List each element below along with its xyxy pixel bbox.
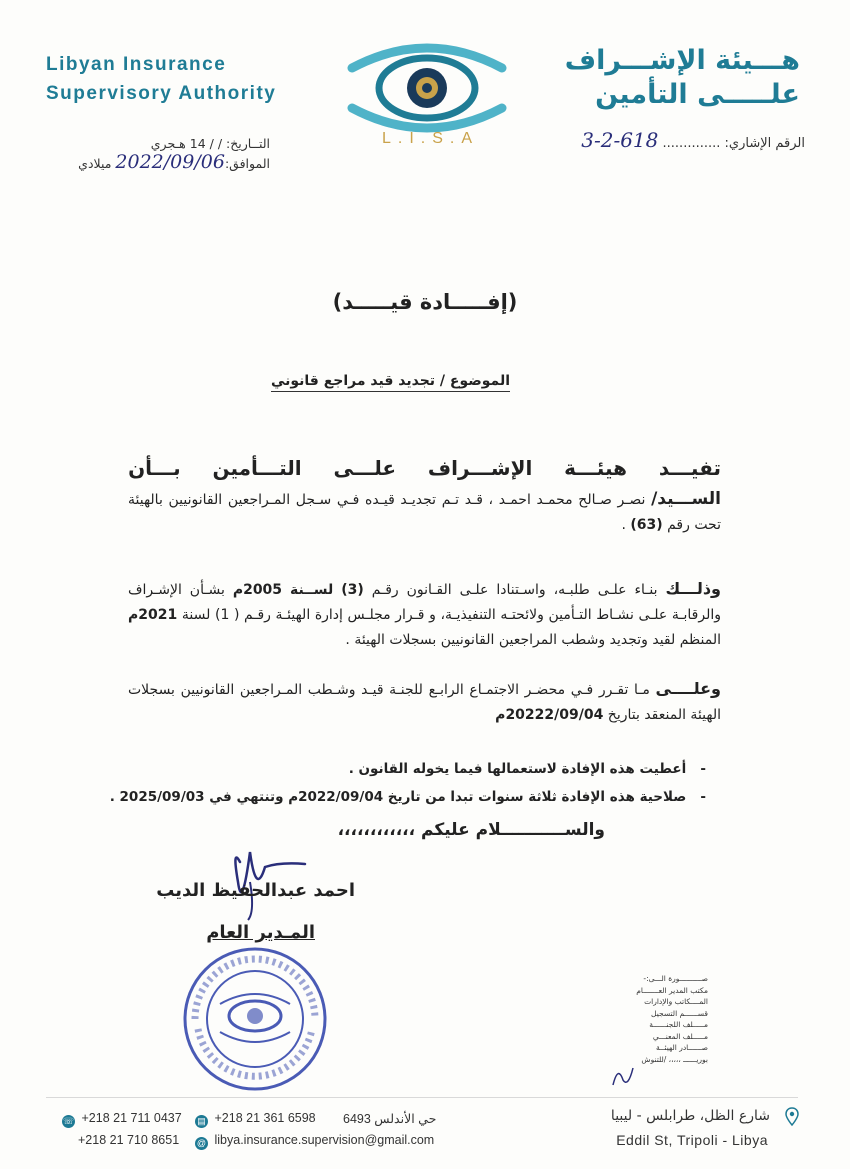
initials-icon bbox=[608, 1060, 638, 1090]
footer-email: @ libya.insurance.supervision@gmail.com bbox=[196, 1133, 435, 1148]
footer-po-box: حي الأندلس 6493 bbox=[343, 1112, 437, 1126]
list-item: قســــــم التسجيل bbox=[651, 1008, 708, 1018]
address-ar: شارع الظل، طرابلس - ليبيا bbox=[610, 1108, 770, 1124]
handwritten-date: 2022/09/06 bbox=[115, 151, 225, 173]
footer-phone-2: +218 21 710 8651 bbox=[78, 1133, 180, 1147]
address-en: Eddil St, Tripoli - Libya bbox=[616, 1132, 768, 1148]
footer-divider bbox=[46, 1097, 798, 1098]
footer-phone-1: ☏ +218 21 711 0437 bbox=[62, 1111, 182, 1126]
list-item: بوريــــــ ،،،،، /للتنوش bbox=[641, 1054, 708, 1064]
list-item: صــــــادر الهيئــة bbox=[656, 1043, 708, 1052]
document-title: (إفـــــادة قيـــــد) bbox=[332, 290, 518, 314]
official-stamp-icon bbox=[180, 944, 330, 1094]
footer-fax: ▤ +218 21 361 6598 bbox=[195, 1111, 316, 1128]
paragraph-2: وذلـــك بنـاء علـى طلبـه، واسـتنادا علـى القـانون رقـم (3) لســنة 2005م بشـأن الإشـراف والرقابـة علـى نشـاط التـأمين ولائحتـه التنفيذيـة، و قـرار مجلـس إدارة الهيئـة رقـم ( 1) لسنة 2021م المنظم لقيد وتجديد وشطب المراجعين القانونيين بسجلات الهيئة . bbox=[128, 579, 722, 648]
paragraph-1-lead: تفيـــد هيئـــة الإشـــراف علـــى التـــأمين بـــأن bbox=[128, 456, 721, 480]
signatory-title: المـدير العام bbox=[206, 922, 315, 943]
list-item: - أعطيت هذه الإفادة لاستعمالها فيما يخوله القانون . bbox=[348, 761, 706, 777]
signatory-name: احمد عبدالحفيظ الديب bbox=[156, 880, 355, 901]
list-item: مـــــلف اللجنــــــة bbox=[649, 1020, 708, 1029]
list-item: مـــــلف المعنـــي bbox=[652, 1031, 708, 1041]
list-item: صــــــــــورة الـــى:- bbox=[643, 974, 708, 983]
closing-greeting: والســـــــــــلام عليكم ،،،،،،،،،،،، bbox=[337, 820, 605, 840]
org-name-en: Libyan Insurance Supervisory Authority bbox=[46, 54, 277, 104]
fax-icon: ▤ bbox=[195, 1115, 208, 1128]
subject-line: الموضوع / تجديد قيد مراجع قانوني bbox=[271, 373, 510, 392]
list-item: - صلاحية هذه الإفادة ثلاثة سنوات تبدا من تاريخ 2022/09/04م وتنتهي في 2025/09/03 . bbox=[109, 789, 706, 805]
at-icon: @ bbox=[196, 1138, 207, 1148]
paragraph-3: وعلــــى مـا تقـرر فـي محضـر الاجتمـاع الرابـع للجنـة قيـد وشـطب المـراجعين القانونيين بسجلات الهيئة المنعقد بتاريخ 20222/09/04م bbox=[128, 679, 721, 723]
phone-icon: ☏ bbox=[62, 1116, 75, 1126]
paragraph-1: تفيـــد هيئـــة الإشـــراف علـــى التـــأمين بـــأن الســـيد/ نصـر صـالح محمـد احمـد ، قـد تـم تجديـد قيـده فـي سـجل المـراجعين القانونيين بالهيئة تحت رقم (63) . bbox=[128, 456, 721, 533]
location-pin-icon bbox=[784, 1107, 800, 1127]
logo-text: L.I.S.A bbox=[382, 130, 480, 147]
handwritten-ref: 618-2-3 bbox=[581, 128, 659, 152]
org-name-ar: هـــيئة الإشـــراف علـــــى التأمين bbox=[564, 45, 800, 110]
date-block: التــاريخ: / / 14 هـجري الموافق:2022/09/06 ميلادي bbox=[78, 136, 270, 173]
reference-number: الرقم الإشاري: .............. 618-2-3 bbox=[581, 128, 805, 152]
copies-list bbox=[588, 973, 708, 1065]
bullet-list bbox=[109, 755, 706, 811]
list-item: مكتب المدير العـــــــام bbox=[636, 985, 708, 995]
list-item: المــــكاتب والإدارات bbox=[644, 997, 708, 1006]
